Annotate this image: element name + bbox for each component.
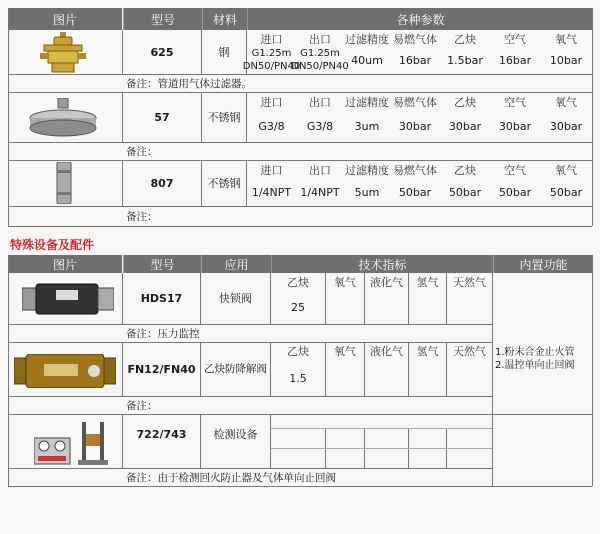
row1-label-air: 空气 xyxy=(504,32,526,46)
row2-acetylene: 30bar xyxy=(448,119,482,133)
row-divider xyxy=(8,92,592,93)
device1-gas-acetylene-label: 乙炔 xyxy=(287,275,309,289)
row1-note: 备注：管道用气体过滤器。 xyxy=(126,78,252,90)
row-divider xyxy=(8,160,592,161)
row3-precision: 5um xyxy=(354,185,380,199)
row3-label-flammable: 易燃气体 xyxy=(393,163,437,177)
row1-flammable: 16bar xyxy=(398,53,432,67)
function-line-1: 1.粉末合金止火管 xyxy=(495,347,575,358)
device1-application: 快锁阀 xyxy=(219,292,252,305)
hds17-image xyxy=(22,282,114,316)
row3-acetylene: 50bar xyxy=(448,185,482,199)
filter-807-image xyxy=(54,162,74,204)
row3-flammable: 50bar xyxy=(398,185,432,199)
row2-label-precision: 过滤精度 xyxy=(345,95,389,109)
row1-label-outlet: 出口 xyxy=(309,32,331,46)
device1-gas-lpg-label: 液化气 xyxy=(370,275,403,289)
top-header-material: 材料 xyxy=(202,8,247,30)
bottom-header-function: 内置功能 xyxy=(493,255,593,273)
row2-label-oxygen: 氧气 xyxy=(555,95,577,109)
filter-57-image xyxy=(28,98,98,138)
row2-label-air: 空气 xyxy=(504,95,526,109)
row1-label-precision: 过滤精度 xyxy=(345,32,389,46)
row3-air: 50bar xyxy=(498,185,532,199)
top-header-pic: 图片 xyxy=(8,8,122,30)
row2-inlet: G3/8 xyxy=(258,119,285,133)
gas-row-divider xyxy=(271,448,492,449)
row1-model: 625 xyxy=(150,45,174,59)
table-right-border xyxy=(592,255,593,486)
bottom-header-model: 型号 xyxy=(123,255,201,273)
device2-gas-natural-label: 天然气 xyxy=(453,344,486,358)
row3-label-acetylene: 乙炔 xyxy=(454,163,476,177)
row3-inlet: 1/4NPT xyxy=(251,185,292,199)
table-left-border xyxy=(8,8,9,226)
row1-label-acetylene: 乙炔 xyxy=(454,32,476,46)
row3-label-outlet: 出口 xyxy=(309,163,331,177)
row3-label-oxygen: 氧气 xyxy=(555,163,577,177)
device1-gas-hydrogen-label: 氢气 xyxy=(416,275,439,289)
table-right-border xyxy=(592,8,593,226)
row1-label-inlet: 进口 xyxy=(260,32,283,46)
bottom-header-pic: 图片 xyxy=(8,255,122,273)
fn12-image xyxy=(14,354,116,388)
row-divider xyxy=(8,486,592,487)
test-equipment-image xyxy=(34,420,118,466)
row1-material: 钢 xyxy=(218,45,230,59)
device3-note: 备注：由于检测回火防止器及气体单向止回阀 xyxy=(126,472,336,484)
device2-gas-lpg-label: 液化气 xyxy=(370,344,403,358)
row3-label-inlet: 进口 xyxy=(260,163,283,177)
col-divider xyxy=(270,414,271,468)
row1-outlet: G1.25m DN50/PN40 xyxy=(291,48,349,72)
row2-label-outlet: 出口 xyxy=(309,95,331,109)
row1-air: 16bar xyxy=(498,53,532,67)
section-title: 特殊设备及配件 xyxy=(10,238,95,252)
device3-application: 检测设备 xyxy=(213,427,258,441)
device2-application: 乙炔防降解阀 xyxy=(204,362,267,375)
function-line-2: 2.温控单向止回阀 xyxy=(495,360,575,371)
row3-material: 不锈钢 xyxy=(207,176,241,190)
device1-model: HDS17 xyxy=(140,292,183,305)
device2-note: 备注： xyxy=(126,400,158,412)
row-divider xyxy=(8,226,592,227)
row1-acetylene: 1.5bar xyxy=(447,53,483,67)
row2-oxygen: 30bar xyxy=(549,119,583,133)
row2-flammable: 30bar xyxy=(398,119,432,133)
row2-label-inlet: 进口 xyxy=(260,95,283,109)
row2-material: 不锈钢 xyxy=(207,110,241,124)
row2-model: 57 xyxy=(154,110,170,124)
row2-label-flammable: 易燃气体 xyxy=(393,95,437,109)
row3-model: 807 xyxy=(150,176,174,190)
device3-model: 722/743 xyxy=(136,427,187,441)
row3-outlet: 1/4NPT xyxy=(300,185,340,199)
row2-outlet: G3/8 xyxy=(306,119,334,133)
filter-625-image xyxy=(40,32,86,74)
device2-gas-hydrogen-label: 氢气 xyxy=(416,344,439,358)
row1-precision: 40um xyxy=(351,53,383,67)
row2-note: 备注： xyxy=(126,146,158,158)
row3-note: 备注： xyxy=(126,211,158,223)
top-header-params: 各种参数 xyxy=(247,8,593,30)
top-header-model: 型号 xyxy=(123,8,202,30)
row3-label-precision: 过滤精度 xyxy=(345,163,389,177)
device2-value: 1.5 xyxy=(289,371,307,385)
device2-model: FN12/FN40 xyxy=(127,362,196,376)
device1-value: 25 xyxy=(291,300,305,314)
row1-label-oxygen: 氧气 xyxy=(555,32,577,46)
device2-gas-oxygen-label: 氧气 xyxy=(334,344,356,358)
row1-label-flammable: 易燃气体 xyxy=(393,32,437,46)
row2-label-acetylene: 乙炔 xyxy=(454,95,476,109)
row2-precision: 3um xyxy=(354,119,380,133)
bottom-header-tech: 技术指标 xyxy=(271,255,493,273)
device1-note: 备注：压力监控 xyxy=(126,328,200,340)
device2-gas-acetylene-label: 乙炔 xyxy=(287,344,309,358)
gas-row-divider xyxy=(271,428,492,429)
row2-air: 30bar xyxy=(498,119,532,133)
row3-oxygen: 50bar xyxy=(549,185,583,199)
device1-gas-oxygen-label: 氧气 xyxy=(334,275,356,289)
table-left-border xyxy=(8,255,9,486)
device1-gas-natural-label: 天然气 xyxy=(453,275,486,289)
row1-oxygen: 10bar xyxy=(549,53,583,67)
col-divider xyxy=(492,255,493,486)
row3-label-air: 空气 xyxy=(504,163,526,177)
bottom-header-application: 应用 xyxy=(201,255,271,273)
row-divider xyxy=(8,414,592,415)
row1-inlet: G1.25m DN50/PN40 xyxy=(242,48,301,72)
